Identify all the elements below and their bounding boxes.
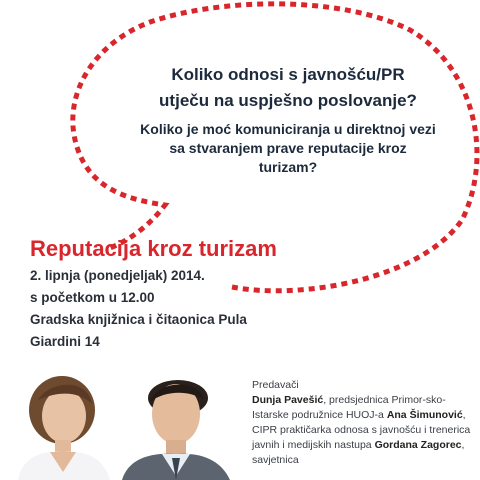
business-people-photo (0, 352, 232, 480)
event-info (30, 235, 277, 353)
event-date: 2. lipnja (ponedjeljak) 2014. (30, 268, 205, 283)
event-venue: Gradska knjižnica i čitaonica Pula (30, 312, 247, 327)
speakers-block (252, 378, 478, 468)
question-communication: Koliko je moć komuniciranja u direktnoj vezi sa stvaranjem prave reputacije kroz turizam? (140, 121, 436, 175)
speaker-1-role: , predsjednica Primor-sko-Istarske podružnice HUOJ-a (252, 394, 446, 421)
event-title: Reputacija kroz turizam (30, 236, 277, 261)
question-pr: Koliko odnosi s javnošću/PR utječu na uspješno poslovanje? (159, 65, 417, 110)
speaker-3-role: , savjetnica (252, 439, 465, 466)
speaker-1-name: Dunja Pavešić (252, 394, 324, 406)
speaker-3-name: Gordana Zagorec (374, 439, 462, 451)
event-time: s početkom u 12.00 (30, 290, 155, 305)
speaker-2-role: , CIPR praktičarka odnosa s javnošću i trenerica javnih i medijskih nastupa (252, 409, 471, 451)
event-address: Giardini 14 (30, 334, 100, 349)
speaker-2-name: Ana Šimunović (386, 409, 463, 421)
speakers-heading: Predavači (252, 379, 299, 391)
